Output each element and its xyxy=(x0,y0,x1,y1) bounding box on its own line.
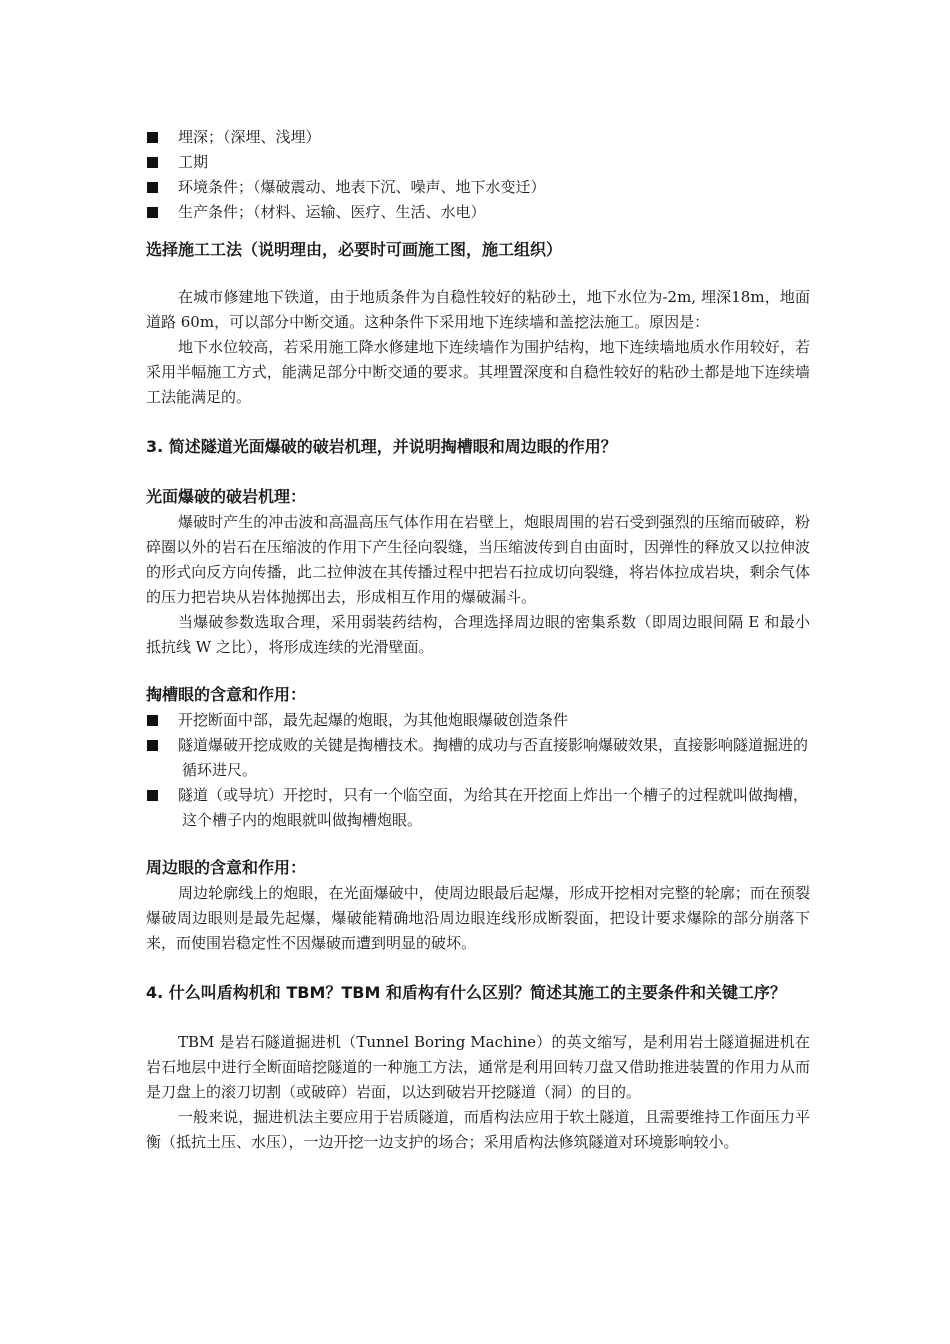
square-bullet-icon xyxy=(147,790,158,801)
perimeter-hole-heading: 周边眼的含意和作用： xyxy=(146,858,307,877)
question-4-heading: 4. 什么叫盾构机和 TBM？TBM 和盾构有什么区别？简述其施工的主要条件和关键工序？ xyxy=(146,983,786,1002)
method-paragraph: 地下水位较高，若采用施工降水修建地下连续墙作为围护结构，地下连续墙地质水作用较好，若采用半幅施工方式，能满足部分中断交通的要求。其埋置深度和自稳性较好的粘砂土都是地下连续墙工法能满足的。 xyxy=(146,338,810,406)
list-item: 开挖断面中部，最先起爆的炮眼，为其他炮眼爆破创造条件 xyxy=(146,708,810,733)
mechanism-heading: 光面爆破的破岩机理： xyxy=(146,487,307,506)
document-page xyxy=(146,125,810,1155)
list-item: 生产条件；（材料、运输、医疗、生活、水电） xyxy=(146,200,810,225)
square-bullet-icon xyxy=(147,182,158,193)
square-bullet-icon xyxy=(147,715,158,726)
list-item: 隧道（或导坑）开挖时，只有一个临空面，为给其在开挖面上炸出一个槽子的过程就叫做掏槽，这个槽子内的炮眼就叫做掏槽炮眼。 xyxy=(146,783,810,833)
square-bullet-icon xyxy=(147,207,158,218)
square-bullet-icon xyxy=(147,157,158,168)
cut-hole-heading: 掏槽眼的含意和作用： xyxy=(146,685,307,704)
method-heading: 选择施工工法（说明理由，必要时可画施工图，施工组织） xyxy=(146,240,563,259)
top-bullet-list xyxy=(146,125,810,225)
tbm-paragraph: 一般来说，掘进机法主要应用于岩质隧道，而盾构法应用于软土隧道，且需要维持工作面压力平衡（抵抗土压、水压），一边开挖一边支护的场合；采用盾构法修筑隧道对环境影响较小。 xyxy=(146,1108,810,1151)
list-item: 埋深；（深埋、浅埋） xyxy=(146,125,810,150)
question-3-heading: 3. 简述隧道光面爆破的破岩机理，并说明掏槽眼和周边眼的作用？ xyxy=(146,437,617,456)
method-paragraph: 在城市修建地下铁道，由于地质条件为自稳性较好的粘砂土，地下水位为-2m, 埋深18m，地面道路 60m，可以部分中断交通。这种条件下采用地下连续墙和盖挖法施工。原因是： xyxy=(146,288,810,331)
list-item: 隧道爆破开挖成败的关键是掏槽技术。掏槽的成功与否直接影响爆破效果，直接影响隧道掘进的循环进尺。 xyxy=(146,733,810,783)
list-item: 环境条件；（爆破震动、地表下沉、噪声、地下水变迁） xyxy=(146,175,810,200)
tbm-paragraph: TBM 是岩石隧道掘进机（Tunnel Boring Machine）的英文缩写，是利用岩土隧道掘进机在岩石地层中进行全断面暗挖隧道的一种施工方法，通常是利用回转刀盘又借助推进装置的作用力从而是刀盘上的滚刀切割（或破碎）岩面，以达到破岩开挖隧道（洞）的目的。 xyxy=(146,1033,810,1101)
square-bullet-icon xyxy=(147,740,158,751)
square-bullet-icon xyxy=(147,132,158,143)
perimeter-paragraph: 周边轮廓线上的炮眼，在光面爆破中，使周边眼最后起爆，形成开挖相对完整的轮廓；而在预裂爆破周边眼则是最先起爆，爆破能精确地沿周边眼连线形成断裂面，把设计要求爆除的部分崩落下来，而使围岩稳定性不因爆破而遭到明显的破坏。 xyxy=(146,884,810,952)
list-item: 工期 xyxy=(146,150,810,175)
cut-hole-bullet-list xyxy=(146,708,810,833)
mechanism-paragraph: 爆破时产生的冲击波和高温高压气体作用在岩壁上，炮眼周围的岩石受到强烈的压缩而破碎，粉碎圈以外的岩石在压缩波的作用下产生径向裂缝，当压缩波传到自由面时，因弹性的释放又以拉伸波的形式向反方向传播，此二拉伸波在其传播过程中把岩石拉成切向裂缝，将岩体拉成岩块，剩余气体的压力把岩块从岩体抛掷出去，形成相互作用的爆破漏斗。 xyxy=(146,513,810,606)
mechanism-paragraph: 当爆破参数选取合理，采用弱装药结构，合理选择周边眼的密集系数（即周边眼间隔 E 和最小抵抗线 W 之比），将形成连续的光滑壁面。 xyxy=(146,613,810,656)
